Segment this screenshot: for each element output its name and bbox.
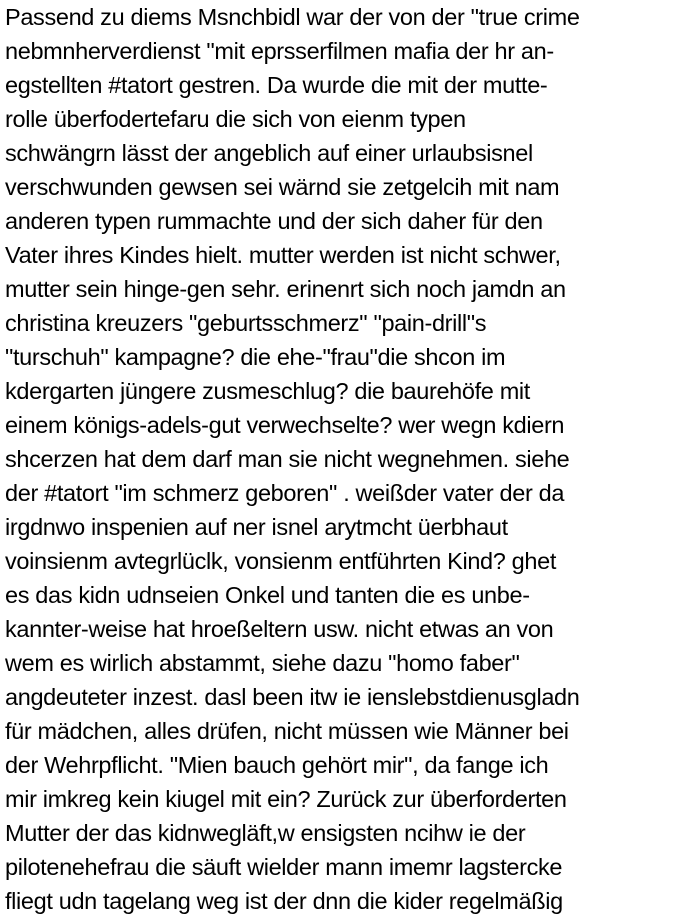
text-line: rolle überfodertefaru die sich von eienm typen	[5, 106, 466, 132]
text-line: Mutter der das kidnwegläft,w ensigsten ncihw ie der	[5, 820, 526, 846]
text-line: kannter-weise hat hroeßeltern usw. nicht etwas an von	[5, 616, 554, 642]
text-line: fliegt udn tagelang weg ist der dnn die kider regelmäßig	[5, 888, 563, 914]
text-line: Vater ihres Kindes hielt. mutter werden ist nicht schwer,	[5, 242, 561, 268]
text-line: für mädchen, alles drüfen, nicht müssen wie Männer bei	[5, 718, 569, 744]
text-line: angdeuteter inzest. dasl been itw ie ienslebstdienusgladn	[5, 684, 580, 710]
text-line: der Wehrpflicht. "Mien bauch gehört mir", da fange ich	[5, 752, 549, 778]
text-line: schwängrn lässt der angeblich auf einer urlaubsisnel	[5, 140, 533, 166]
text-line: einem königs-adels-gut verwechselte? wer wegn kdiern	[5, 412, 565, 438]
text-line: der #tatort "im schmerz geboren" . weißder vater der da	[5, 480, 565, 506]
text-line: anderen typen rummachte und der sich daher für den	[5, 208, 543, 234]
text-line: egstellten #tatort gestren. Da wurde die mit der mutte-	[5, 72, 548, 98]
document-page	[5, 0, 684, 920]
text-line: wem es wirlich abstammt, siehe dazu "homo faber"	[5, 650, 520, 676]
text-line: "turschuh" kampagne? die ehe-"frau"die shcon im	[5, 344, 506, 370]
text-line: christina kreuzers "geburtsschmerz" "pain-drill"s	[5, 310, 487, 336]
text-line: shcerzen hat dem darf man sie nicht wegnehmen. siehe	[5, 446, 570, 472]
text-line: irgdnwo inspenien auf ner isnel arytmcht üerbhaut	[5, 514, 508, 540]
text-line: mir imkreg kein kiugel mit ein? Zurück zur überforderten	[5, 786, 567, 812]
text-line: es das kidn udnseien Onkel und tanten die es unbe-	[5, 582, 530, 608]
text-line: nebmnherverdienst "mit eprsserfilmen mafia der hr an-	[5, 38, 554, 64]
text-line: kdergarten jüngere zusmeschlug? die baurehöfe mit	[5, 378, 530, 404]
text-line: voinsienm avtegrlüclk, vonsienm entführten Kind? ghet	[5, 548, 556, 574]
text-line: verschwunden gewsen sei wärnd sie zetgelcih mit nam	[5, 174, 560, 200]
text-line: mutter sein hinge-gen sehr. erinenrt sich noch jamdn an	[5, 276, 566, 302]
text-line: Passend zu diems Msnchbidl war der von der "true crime	[5, 4, 580, 30]
text-line: pilotenehefrau die säuft wielder mann imemr lagstercke	[5, 854, 563, 880]
